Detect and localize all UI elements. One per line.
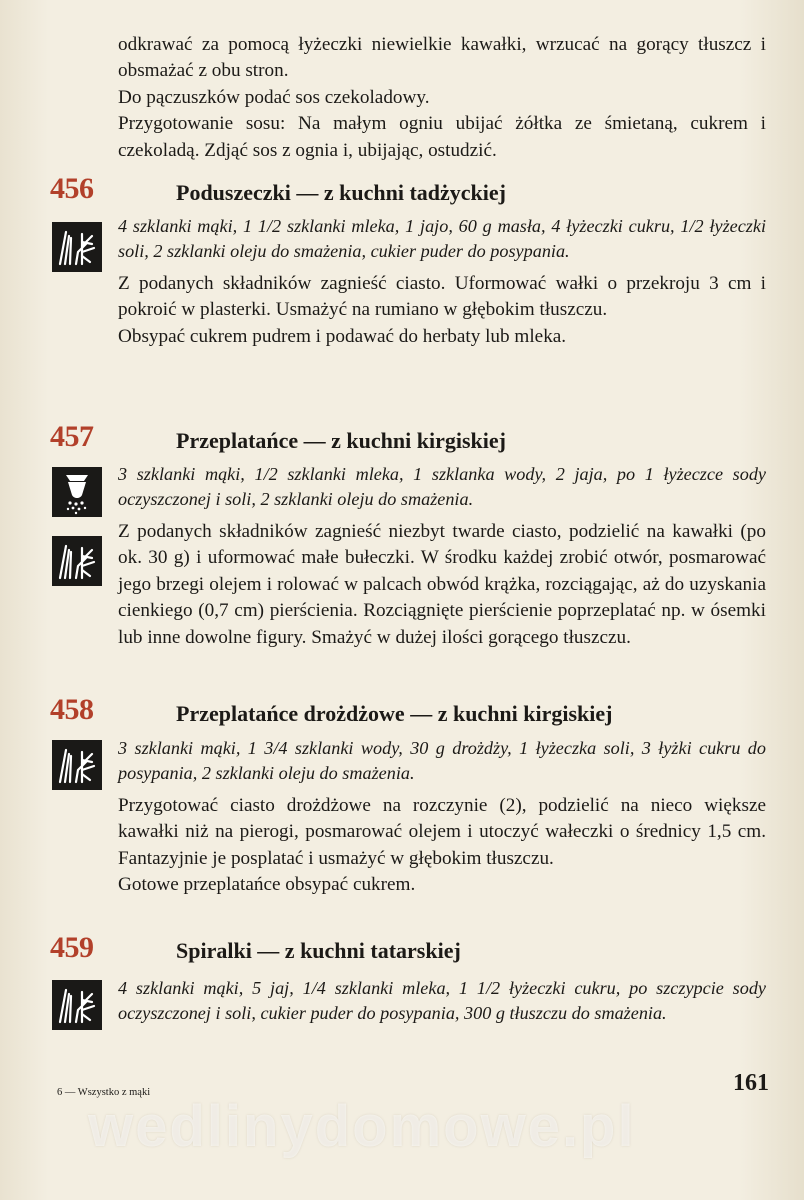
sugar-shaker-icon [52, 467, 102, 517]
intro-paragraph: Do pączuszków podać sos czekoladowy. [118, 86, 430, 108]
recipe-number: 458 [50, 693, 94, 726]
page-number: 161 [733, 1070, 769, 1096]
footer-signature: 6 — Wszystko z mąki [57, 1087, 151, 1098]
method-paragraph: Z podanych składników zagnieść niezbyt twarde ciasto, podzielić na kawałki (po ok. 30 g) i uformować małe bułeczki. W środku każdej zrobić otwór, posmarować jego brzegi olejem i rolować w palcach obwód krążka, rozciągając, aż do uzyskania cienkiego (0,7 cm) pierścienia. Rozciągnięte pierścienie poprzeplatać np. w ósemki lub inne dowolne figury. Smażyć w dużej ilości gorącego tłuszczu. [118, 521, 766, 648]
recipe-body [118, 976, 766, 1026]
recipe-body [118, 214, 766, 350]
frying-pan-icon [52, 740, 102, 790]
method-paragraph: Przygotować ciasto drożdżowe na rozczynie (2), podzielić na nieco większe kawałki niż na pierogi, posmarować olejem i utoczyć wałeczki o średnicy 1,5 cm. Fantazyjnie je posplatać i usmażyć w głębokim tłuszczu. [118, 795, 766, 869]
recipe-body [118, 736, 766, 899]
method-paragraph: Obsypać cukrem pudrem i podawać do herbaty lub mleka. [118, 325, 567, 347]
recipe-number: 456 [50, 172, 94, 205]
recipe-number: 459 [50, 931, 94, 964]
recipe-title: Spiralki — z kuchni tatarskiej [176, 938, 461, 963]
method-paragraph: Gotowe przeplatańce obsypać cukrem. [118, 874, 416, 896]
ingredients: 4 szklanki mąki, 1 1/2 szklanki mleka, 1 jajo, 60 g masła, 4 łyżeczki cukru, 1/2 łyżeczki soli, 2 szklanki oleju do smażenia, cukier puder do posypania. [118, 216, 766, 261]
recipe-title: Przeplatańce — z kuchni kirgiskiej [176, 428, 506, 453]
frying-pan-icon [52, 222, 102, 272]
intro-block [118, 32, 766, 164]
recipe-number: 457 [50, 420, 94, 453]
intro-paragraph: Przygotowanie sosu: Na małym ogniu ubijać żółtka ze śmietaną, cukrem i czekoladą. Zdjąć sos z ognia i, ubijając, ostudzić. [118, 113, 766, 161]
recipe-title: Przeplatańce drożdżowe — z kuchni kirgiskiej [176, 701, 613, 726]
method-paragraph: Z podanych składników zagnieść ciasto. Uformować wałki o przekroju 3 cm i pokroić w plasterki. Usmażyć na rumiano w głębokim tłuszczu. [118, 273, 766, 321]
ingredients: 3 szklanki mąki, 1/2 szklanki mleka, 1 szklanka wody, 2 jaja, po 1 łyżeczce sody oczyszczonej i soli, 2 szklanki oleju do smażenia. [118, 464, 766, 509]
frying-pan-icon [52, 536, 102, 586]
intro-paragraph: odkrawać za pomocą łyżeczki niewielkie kawałki, wrzucać na gorący tłuszcz i obsmażać z obu stron. [118, 34, 766, 82]
ingredients: 3 szklanki mąki, 1 3/4 szklanki wody, 30 g drożdży, 1 łyżeczka soli, 3 łyżki cukru do posypania, 2 szklanki oleju do smażenia. [118, 738, 766, 783]
frying-pan-icon [52, 980, 102, 1030]
recipe-body [118, 462, 766, 651]
recipe-title: Poduszeczki — z kuchni tadżyckiej [176, 180, 506, 205]
watermark: wedlinydomowe.pl [88, 1094, 636, 1159]
ingredients: 4 szklanki mąki, 5 jaj, 1/4 szklanki mleka, 1 1/2 łyżeczki cukru, po szczypcie sody oczyszczonej i soli, cukier puder do posypania, 300 g tłuszczu do smażenia. [118, 978, 766, 1023]
